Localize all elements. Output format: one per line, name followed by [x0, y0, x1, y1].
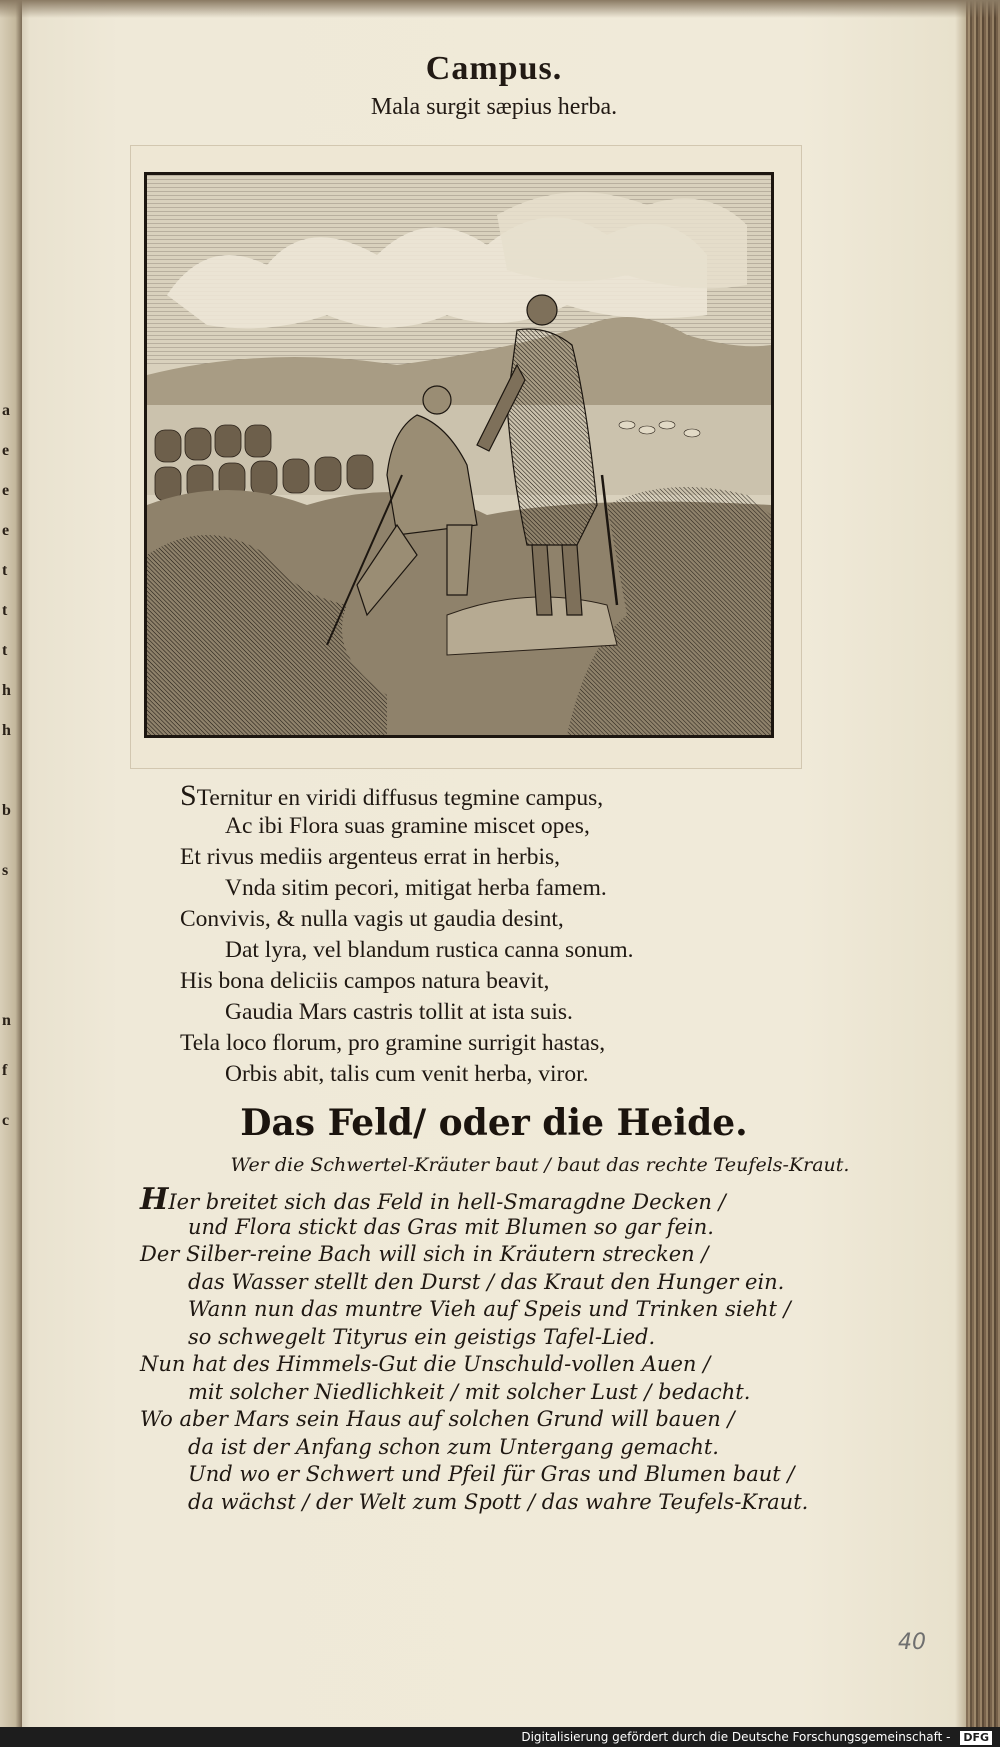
- german-line: Wo aber Mars sein Haus auf solchen Grund will bauen /: [140, 1407, 735, 1431]
- latin-line: Ac ibi Flora suas gramine miscet opes,: [225, 813, 590, 839]
- latin-line: Gaudia Mars castris tollit at ista suis.: [225, 999, 573, 1025]
- footer-credit: Digitalisierung gefördert durch die Deutsche Forschungsgemeinschaft -: [521, 1730, 951, 1744]
- latin-line: His bona deliciis campos natura beavit,: [180, 968, 550, 994]
- german-line: Nun hat des Himmels-Gut die Unschuld-vollen Auen /: [140, 1352, 711, 1376]
- german-title: Das Feld/ oder die Heide.: [240, 1102, 748, 1144]
- bleed-letter: s: [2, 862, 9, 879]
- german-line: Der Silber-reine Bach will sich in Kräutern strecken /: [140, 1242, 709, 1266]
- engraving-art: [147, 175, 771, 735]
- latin-line: STernitur en viridi diffusus tegmine campus,: [180, 779, 604, 812]
- german-line: das Wasser stellt den Durst / das Kraut den Hunger ein.: [188, 1269, 785, 1294]
- bleed-letter: b: [2, 802, 11, 819]
- german-motto: Wer die Schwertel-Kräuter baut / baut das rechte Teufels-Kraut.: [230, 1154, 850, 1176]
- german-line: da wächst / der Welt zum Spott / das wahre Teufels-Kraut.: [188, 1489, 809, 1514]
- latin-poem: [180, 780, 900, 1090]
- german-line: und Flora stickt das Gras mit Blumen so gar fein.: [188, 1214, 714, 1239]
- bleed-letter: e: [2, 522, 10, 539]
- latin-line: Convivis, & nulla vagis ut gaudia desint,: [180, 906, 564, 932]
- latin-motto: Mala surgit sæpius herba.: [370, 94, 618, 120]
- digitization-footer: [0, 1727, 1000, 1747]
- bleed-letter: f: [2, 1062, 8, 1079]
- engraving-illustration: [144, 172, 774, 738]
- latin-line: Et rivus mediis argenteus errat in herbis,: [180, 844, 561, 870]
- latin-line: Vnda sitim pecori, mitigat herba famem.: [225, 875, 607, 901]
- german-line: Wann nun das muntre Vieh auf Speis und Trinken sieht /: [188, 1297, 791, 1321]
- german-line: da ist der Anfang schon zum Untergang gemacht.: [188, 1434, 719, 1459]
- latin-line: Orbis abit, talis cum venit herba, viror.: [225, 1061, 589, 1087]
- bleed-letter: h: [2, 722, 11, 739]
- bleed-letter: t: [2, 642, 8, 659]
- german-line: Und wo er Schwert und Pfeil für Gras und Blumen baut /: [188, 1462, 795, 1486]
- german-line: HIer breitet sich das Feld in hell-Smaragdne Decken /: [140, 1182, 726, 1217]
- folio-number: 40: [898, 1630, 926, 1655]
- book-fore-edge: [966, 0, 1000, 1747]
- bleed-letter: a: [2, 402, 10, 419]
- page: [22, 0, 966, 1747]
- facing-page-edge: [0, 0, 22, 1747]
- bleed-letter: e: [2, 442, 10, 459]
- bleed-letter: t: [2, 562, 8, 579]
- bleed-letter: h: [2, 682, 11, 699]
- dfg-logo: DFG: [960, 1731, 992, 1745]
- german-poem: [140, 1182, 920, 1516]
- page-title: Campus.: [425, 50, 563, 87]
- bleed-letter: t: [2, 602, 8, 619]
- bleed-letter: c: [2, 1112, 10, 1129]
- bleed-letter: e: [2, 482, 10, 499]
- german-line: mit solcher Niedlichkeit / mit solcher Lust / bedacht.: [188, 1379, 751, 1404]
- bleed-letter: n: [2, 1012, 11, 1029]
- german-line: so schwegelt Tityrus ein geistigs Tafel-Lied.: [188, 1324, 656, 1349]
- latin-line: Dat lyra, vel blandum rustica canna sonum.: [225, 937, 634, 963]
- latin-line: Tela loco florum, pro gramine surrigit hastas,: [180, 1030, 606, 1056]
